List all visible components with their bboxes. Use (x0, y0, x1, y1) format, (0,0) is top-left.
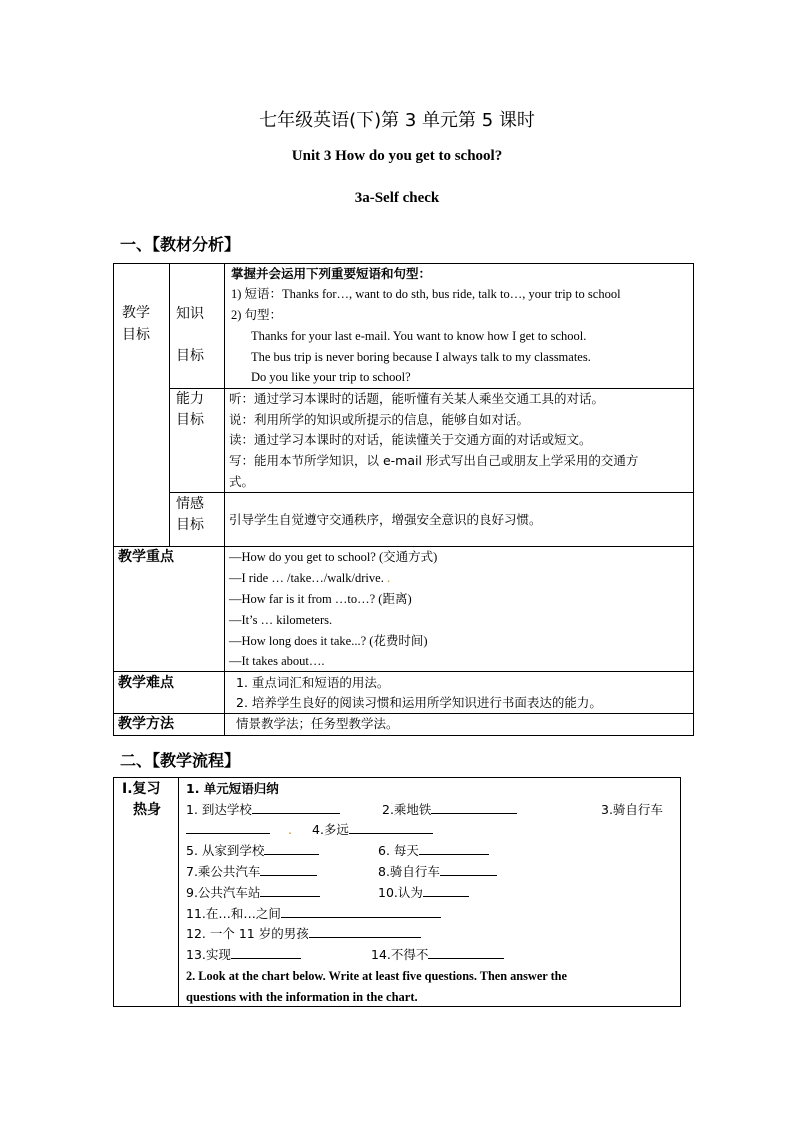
knowledge-label-line2: 目标 (176, 348, 204, 364)
phrase-item-13: 13.实现 (186, 945, 301, 966)
knowledge-sentence-3: Do you like your trip to school? (251, 370, 411, 384)
phrase-item-2: 2.乘地铁 (382, 800, 517, 821)
unit-title: Unit 3 How do you get to school? (291, 148, 503, 164)
phrase-item-4: 4.多远 (312, 820, 433, 841)
method-text: 情景教学法；任务型教学法。 (236, 716, 399, 731)
phrase-item-11: 11.在…和…之间 (186, 904, 441, 925)
task1-title: 1. 单元短语归纳 (186, 781, 279, 796)
key-points-label: 教学重点 (118, 549, 174, 565)
goal-label-line1: 教学 (122, 305, 150, 321)
stage-label-line2: 热身 (133, 802, 161, 818)
phrase-item-1: 1. 到达学校 (186, 800, 340, 821)
key-point-3: —How far is it from …to…? (距离) (229, 592, 412, 606)
section-heading-analysis: 一、【教材分析】 (120, 235, 241, 254)
ability-label-line1: 能力 (176, 391, 204, 407)
phrase-item-7: 7.乘公共汽车 (186, 862, 317, 883)
difficulty-1: 1. 重点词汇和短语的用法。 (236, 675, 390, 690)
knowledge-title: 掌握并会运用下列重要短语和句型： (231, 266, 432, 281)
phrase-item-12: 12. 一个 11 岁的男孩 (186, 924, 421, 945)
task2-line2: questions with the information in the chart. (186, 990, 418, 1004)
ability-writing-cont: 式。 (229, 474, 255, 489)
phrase-item-5: 5. 从家到学校 (186, 841, 319, 862)
ability-writing: 写：能用本节所学知识，以 e-mail 形式写出自己或朋友上学采用的交通方 (229, 453, 639, 468)
goal-label-line2: 目标 (122, 327, 150, 343)
knowledge-sentence-1: Thanks for your last e-mail. You want to know how I get to school. (251, 329, 587, 343)
stage-label-line1: Ⅰ.复习 (122, 781, 161, 797)
ability-listening: 听：通过学习本课时的话题，能听懂有关某人乘坐交通工具的对话。 (229, 391, 605, 406)
phrase-item-3-blank: . (186, 820, 292, 841)
ability-speaking: 说：利用所学的知识或所提示的信息，能够自如对话。 (229, 412, 530, 427)
phrase-item-6: 6. 每天 (378, 841, 489, 862)
knowledge-phrases: 1) 短语：Thanks for…, want to do sth, bus ride, talk to…, your trip to school (231, 287, 621, 301)
phrase-item-10: 10.认为 (378, 883, 469, 904)
difficulty-label: 教学难点 (118, 675, 174, 691)
ability-reading: 读：通过学习本课时的对话，能读懂关于交通方面的对话或短文。 (229, 432, 592, 447)
section-heading-process: 二、【教学流程】 (120, 751, 241, 770)
key-point-1: —How do you get to school? (交通方式) (229, 550, 438, 564)
document-title: 七年级英语(下)第 3 单元第 5 课时 (259, 110, 535, 131)
key-point-6: —It takes about…. (229, 654, 325, 668)
lesson-title: 3a-Self check (354, 190, 440, 206)
knowledge-sentence-2: The bus trip is never boring because I always talk to my classmates. (251, 350, 591, 364)
emotion-goal-text: 引导学生自觉遵守交通秩序，增强安全意识的良好习惯。 (229, 512, 542, 527)
phrase-item-9: 9.公共汽车站 (186, 883, 320, 904)
key-point-5: —How long does it take...? (花费时间) (229, 634, 428, 648)
knowledge-sentence-label: 2) 句型： (231, 308, 283, 322)
phrase-item-14: 14.不得不 (371, 945, 504, 966)
phrase-item-8: 8.骑自行车 (378, 862, 497, 883)
ability-label-line2: 目标 (176, 412, 204, 428)
phrase-item-3: 3.骑自行车 (601, 802, 663, 817)
key-point-2: —I ride … /take…/walk/drive. . (229, 571, 391, 585)
difficulty-2: 2. 培养学生良好的阅读习惯和运用所学知识进行书面表达的能力。 (236, 695, 602, 710)
emotion-label-line1: 情感 (176, 496, 204, 512)
emotion-label-line2: 目标 (176, 517, 204, 533)
task2-line1: 2. Look at the chart below. Write at least five questions. Then answer the (186, 969, 567, 983)
knowledge-label-line1: 知识 (176, 306, 204, 322)
key-point-4: —It’s … kilometers. (229, 613, 333, 627)
method-label: 教学方法 (118, 716, 174, 732)
